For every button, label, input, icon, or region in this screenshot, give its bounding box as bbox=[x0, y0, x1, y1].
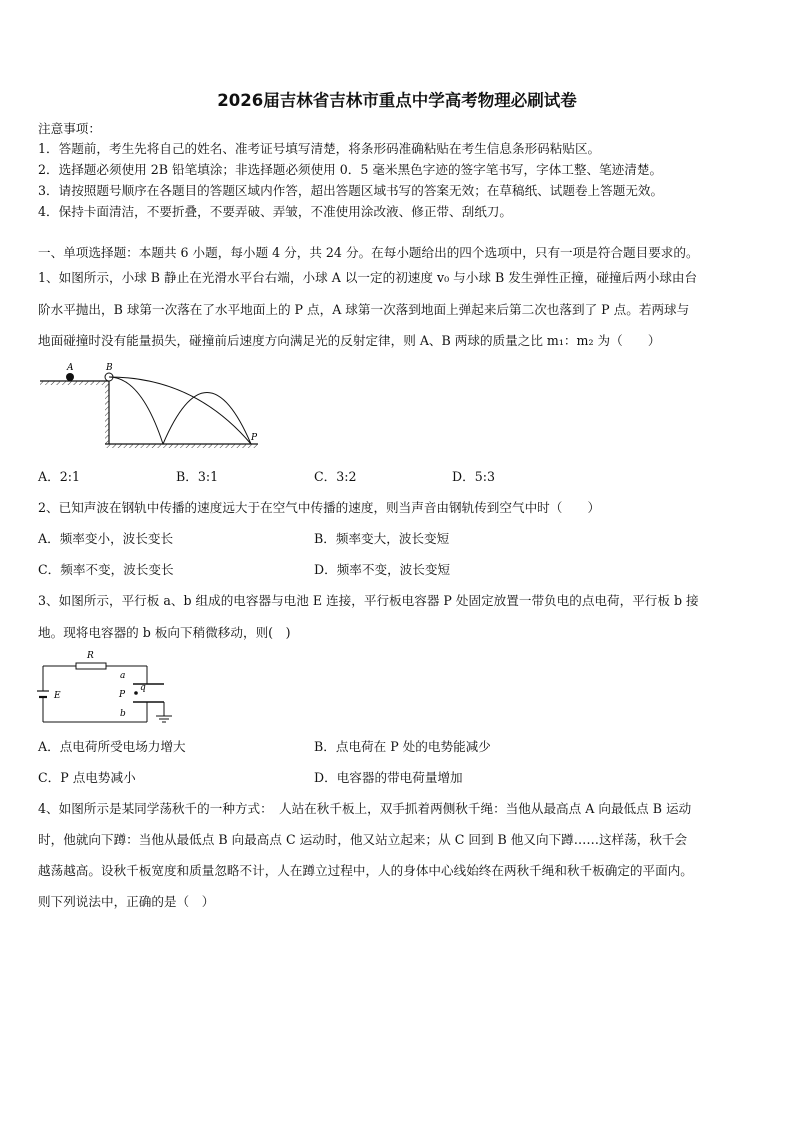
notice-item-1: 1．答题前，考生先将自己的姓名、准考证号填写清楚，将条形码准确粘贴在考生信息条形码粘贴区。 bbox=[38, 141, 601, 156]
q1-line-1: 1、如图所示，小球 B 静止在光滑水平台右端，小球 A 以一定的初速度 v₀ 与小球 B 发生弹性正撞，碰撞后两小球由台 bbox=[38, 270, 698, 285]
q1-option-a[interactable]: A．2:1 bbox=[38, 469, 80, 484]
q4-line-3: 越荡越高。设秋千板宽度和质量忽略不计，人在蹲立过程中，人的身体中心线始终在两秋千绳和秋千板确定的平面内。 bbox=[38, 863, 693, 878]
q3-option-c[interactable]: C．P 点电势减小 bbox=[38, 770, 136, 785]
label-b: b bbox=[120, 709, 126, 719]
q1-line-2: 阶水平抛出，B 球第一次落在了水平地面上的 P 点，A 球第一次落到地面上弹起来后第二次也落到了 P 点。若两球与 bbox=[38, 302, 690, 317]
label-b: B bbox=[106, 363, 113, 373]
notice-heading: 注意事项： bbox=[38, 121, 101, 136]
platform-hatch bbox=[40, 381, 109, 385]
q2-option-b[interactable]: B．频率变大，波长变短 bbox=[314, 531, 450, 546]
q2-option-c[interactable]: C．频率不变，波长变长 bbox=[38, 562, 174, 577]
q2-option-d[interactable]: D．频率不变，波长变短 bbox=[314, 562, 451, 577]
q3-option-b[interactable]: B．点电荷在 P 处的电势能减少 bbox=[314, 739, 491, 754]
point-charge bbox=[134, 691, 138, 695]
ball-a bbox=[66, 373, 74, 381]
wall-hatch bbox=[105, 385, 109, 444]
q1-option-b[interactable]: B．3:1 bbox=[176, 469, 219, 484]
q1-line-3: 地面碰撞时没有能量损失，碰撞前后速度方向满足光的反射定律，则 A、B 两球的质量之比 m₁：m₂ 为（ ） bbox=[38, 333, 661, 348]
ground-hatch bbox=[105, 444, 258, 448]
section-heading: 一、单项选择题：本题共 6 小题，每小题 4 分，共 24 分。在每小题给出的四个选项中，只有一项是符合题目要求的。 bbox=[38, 245, 699, 260]
q3-figure bbox=[36, 645, 186, 730]
label-a: A bbox=[67, 363, 74, 373]
q1-option-c[interactable]: C．3:2 bbox=[314, 469, 357, 484]
notice-item-3: 3．请按照题号顺序在各题目的答题区域内作答，超出答题区域书写的答案无效；在草稿纸、试题卷上答题无效。 bbox=[38, 183, 664, 198]
page-title: 2026届吉林省吉林市重点中学高考物理必刷试卷 bbox=[217, 91, 577, 110]
label-q: q bbox=[140, 683, 146, 693]
q3-line-1: 3、如图所示，平行板 a、b 组成的电容器与电池 E 连接，平行板电容器 P 处固定放置一带负电的点电荷，平行板 b 接 bbox=[38, 593, 699, 608]
trajectory-a-first bbox=[109, 377, 163, 444]
q3-option-d[interactable]: D．电容器的带电荷量增加 bbox=[314, 770, 463, 785]
q4-line-4: 则下列说法中，正确的是（ ） bbox=[38, 894, 215, 909]
q4-line-1: 4、如图所示是某同学荡秋千的一种方式： 人站在秋千板上，双手抓着两侧秋千绳：当他从最高点 A 向最低点 B 运动 bbox=[38, 801, 692, 816]
q1-option-d[interactable]: D．5:3 bbox=[452, 469, 495, 484]
q3-line-2: 地。现将电容器的 b 板向下稍微移动，则( ) bbox=[38, 625, 291, 640]
label-a: a bbox=[120, 671, 126, 681]
q3-option-a[interactable]: A．点电荷所受电场力增大 bbox=[38, 739, 186, 754]
trajectory-a-bounce bbox=[163, 393, 251, 445]
notice-item-4: 4．保持卡面清洁，不要折叠，不要弄破、弄皱，不准使用涂改液、修正带、刮纸刀。 bbox=[38, 204, 512, 219]
label-e: E bbox=[54, 691, 61, 701]
label-p: P bbox=[119, 690, 126, 700]
q4-line-2: 时，他就向下蹲：当他从最低点 B 向最高点 C 运动时，他又站立起来；从 C 回到 B 他又向下蹲……这样荡，秋千会 bbox=[38, 832, 688, 847]
label-p: P bbox=[251, 433, 258, 443]
q2-stem: 2、已知声波在钢轨中传播的速度远大于在空气中传播的速度，则当声音由钢轨传到空气中时（ ） bbox=[38, 500, 601, 515]
resistor bbox=[76, 663, 106, 669]
q2-option-a[interactable]: A．频率变小，波长变长 bbox=[38, 531, 174, 546]
notice-item-2: 2．选择题必须使用 2B 铅笔填涂；非选择题必须使用 0．5 毫米黑色字迹的签字笔书写，字体工整、笔迹清楚。 bbox=[38, 162, 663, 177]
q1-figure bbox=[36, 360, 266, 455]
trajectory-b bbox=[109, 377, 251, 444]
label-r: R bbox=[87, 651, 94, 661]
